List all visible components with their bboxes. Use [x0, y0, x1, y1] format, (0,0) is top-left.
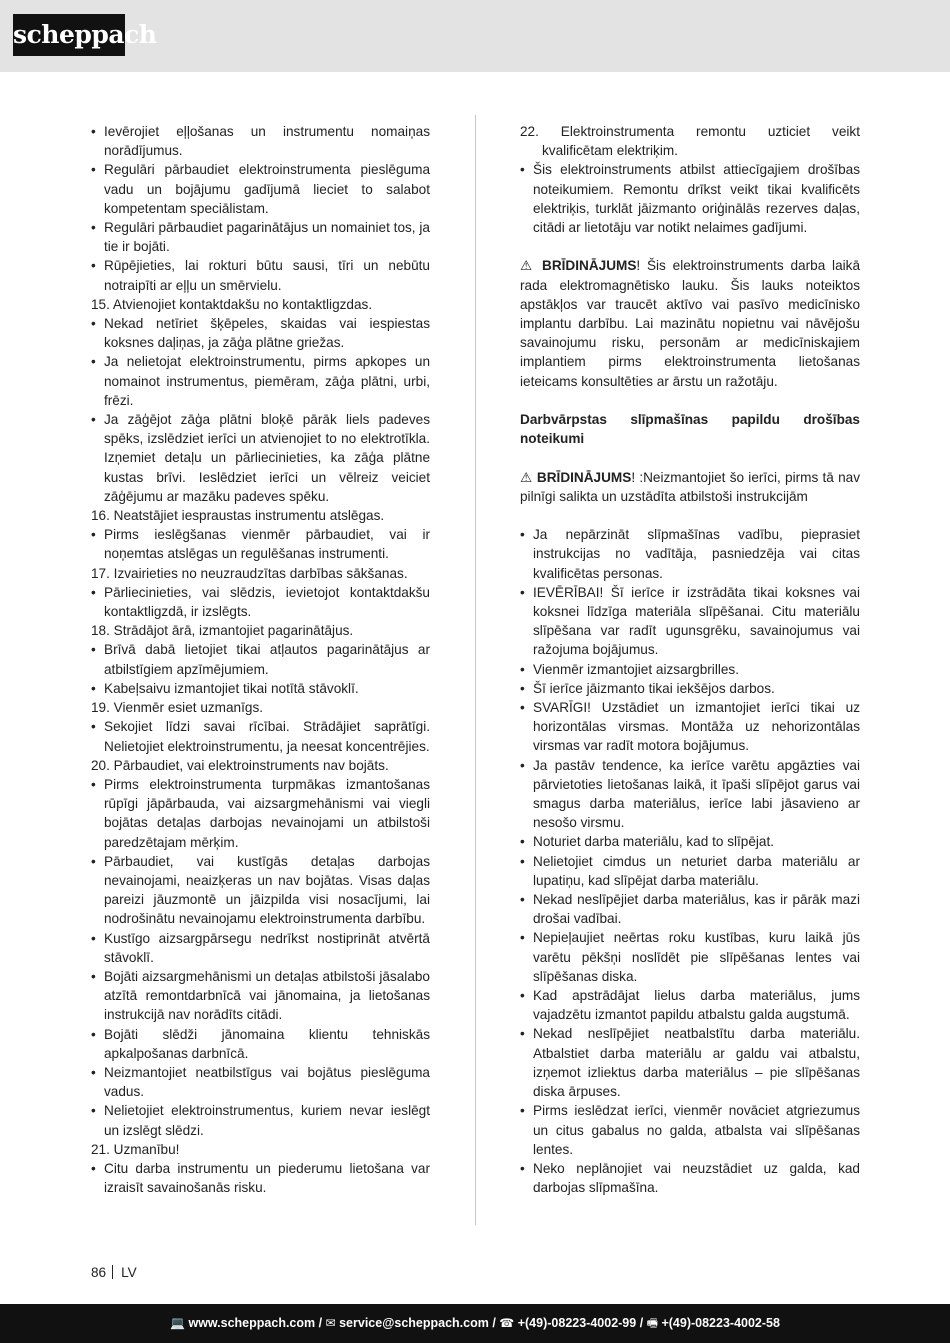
fax-number: +(49)-08223-4002-58: [661, 1316, 780, 1330]
fax-icon: 🖷: [646, 1316, 658, 1330]
bullet-item: • Ja pastāv tendence, ka ierīce varētu apgāzties vai pārvietoties lietošanas laikā, it īpaši slīpējot garus vai smagus darba materiālus, ierīce labi jāsavieno ar nesošo virsmu.: [520, 756, 860, 833]
bullet-item: • Nekad neslīpējiet neatbalstītu darba materiālu. Atbalstiet darba materiālu ar galdu vai atbalstu, izņemot izliektus darba materiālus – pie slīpēšanas diska ārpuses.: [520, 1024, 860, 1101]
numbered-item: 20. Pārbaudiet, vai elektroinstruments nav bojāts.: [91, 757, 389, 773]
phone-number: +(49)-08223-4002-99: [517, 1316, 637, 1330]
bullet-item: • Nekad netīriet šķēpeles, skaidas vai iespiestas koksnes daļiņas, ja zāģa plātne griežas.: [91, 314, 430, 352]
bullet-item: • Brīvā dabā lietojiet tikai atļautos pagarinātājus ar atbilstīgiem apzīmējumiem.: [91, 640, 430, 678]
header-band: [0, 0, 950, 72]
bullet-item: • IEVĒRĪBAI! Šī ierīce ir izstrādāta tikai koksnes vai koksnei līdzīga materiāla slīpēšanai. Citu materiālu slīpēšana var radīt ugunsgrēku, savainojumus vai ražojuma bojājumus.: [520, 583, 860, 660]
numbered-item: 17. Izvairieties no neuzraudzītas darbības sākšanas.: [91, 565, 408, 581]
warning-icon: ⚠: [520, 258, 536, 274]
bullet-item: • Pārliecinieties, vai slēdzis, ievietojot kontaktdakšu kontaktligzdā, ir izslēgts.: [91, 583, 430, 621]
bullet-item: • Bojāti aizsargmehānismi un detaļas atbilstoši jāsalabo atzītā remontdarbnīcā vai jānomaina, ja lietošanas instrukcijā nav norādīts citādi.: [91, 967, 430, 1025]
numbered-item: 16. Neatstājiet iespraustas instrumentu atslēgas.: [91, 508, 385, 524]
warning-assembly: [520, 468, 860, 506]
bullet-item: • Nelietojiet cimdus un neturiet darba materiālu ar lupatiņu, kad slīpējat darba materiālu.: [520, 852, 860, 890]
warning-label: BRĪDINĀJUMS: [536, 469, 632, 485]
email-link[interactable]: service@scheppach.com: [339, 1316, 489, 1330]
bullet-item: • Vienmēr izmantojiet aizsargbrilles.: [520, 660, 860, 679]
website-link[interactable]: www.scheppach.com: [188, 1316, 316, 1330]
page-number-area: [91, 1265, 137, 1280]
bullet-item: • Bojāti slēdži jānomaina klientu tehniskās apkalpošanas darbnīcā.: [91, 1025, 430, 1063]
computer-icon: 💻: [170, 1316, 185, 1330]
numbered-item: 21. Uzmanību!: [91, 1141, 180, 1157]
phone-icon: ☎: [499, 1316, 515, 1330]
bullet-item: • Citu darba instrumentu un piederumu lietošana var izraisīt savainošanās risku.: [91, 1159, 430, 1197]
warning-label: BRĪDINĀJUMS: [542, 258, 637, 274]
left-column: [91, 122, 430, 1197]
warning-text: ! :Neizmantojiet šo ierīci, pirms tā nav pilnīgi salikta un uzstādīta atbilstoši instrukcijām: [520, 469, 860, 504]
warning-electromagnetic: [520, 256, 860, 390]
numbered-item: 15. Atvienojiet kontaktdakšu no kontaktligzdas.: [91, 296, 373, 312]
bullet-item: • Nelietojiet elektroinstrumentus, kuriem nevar ieslēgt un izslēgt slēdzi.: [91, 1101, 430, 1139]
bullet-item: • Kad apstrādājat lielus darba materiālus, jums vajadzētu izmantot papildu atbalstu galda augstumā.: [520, 986, 860, 1024]
scheppach-logo: scheppach: [13, 14, 125, 56]
bullet-item: • Šis elektroinstruments atbilst attiecīgajiem drošības noteikumiem. Remontu drīkst veikt tikai kvalificēts elektriķis, turklāt jāizmanto oriģinālās rezerves daļas, citādi ar lietotāju var notikt nelaimes gadījumi.: [520, 160, 860, 237]
footer-contact-bar: 💻 www.scheppach.com / ✉ service@scheppach.com / ☎ +(49)-08223-4002-99 / 🖷 +(49)-08223-4002-58: [0, 1304, 950, 1343]
warning-icon: ⚠: [520, 469, 533, 485]
warning-text: ! Šis elektroinstruments darba laikā rada elektromagnētisko lauku. Šis lauks noteiktos apstākļos var traucēt aktīvo vai pasīvo medicīnisko implantu darbību. Lai mazinātu nopietnu vai nāvējošu savainojumu risku, personām ar medicīniskajiem implantiem pirms elektroinstrumenta lietošanas ieteicams konsultēties ar ārstu un ražotāju.: [520, 258, 861, 389]
sander-safety-list: [520, 525, 860, 1197]
numbered-item: 19. Vienmēr esiet uzmanīgs.: [91, 700, 264, 716]
bullet-item: • Sekojiet līdzi savai rīcībai. Strādājiet saprātīgi. Nelietojiet elektroinstrumentu, ja neesat koncentrējies.: [91, 717, 430, 755]
bullet-item: • SVARĪGI! Uzstādiet un izmantojiet ierīci tikai uz horizontālas virsmas. Montāža uz nehorizontālas virsmas var radīt motora bojājumus.: [520, 698, 860, 756]
bullet-item: • Regulāri pārbaudiet pagarinātājus un nomainiet tos, ja tie ir bojāti.: [91, 218, 430, 256]
bullet-item: • Nekad neslīpējiet darba materiālus, kas ir pārāk mazi drošai vadībai.: [520, 890, 860, 928]
bullet-item: • Ievērojiet eļļošanas un instrumentu nomaiņas norādījumus.: [91, 122, 430, 160]
list-item-22: 22. Elektroinstrumenta remontu uzticiet veikt kvalificētam elektriķim.: [520, 124, 860, 159]
right-column: [520, 122, 860, 1197]
bullet-item: • Noturiet darba materiālu, kad to slīpējat.: [520, 832, 860, 851]
bullet-item: • Nepieļaujiet neērtas roku kustības, kuru laikā jūs varētu pēkšņi noslīdēt pie slīpēšanas lentes vai slīpēšanas diska.: [520, 928, 860, 986]
bullet-item: • Rūpējieties, lai rokturi būtu sausi, tīri un nebūtu notraipīti ar eļļu un smērvielu.: [91, 256, 430, 294]
bullet-item: • Neizmantojiet neatbilstīgus vai bojātus pieslēguma vadus.: [91, 1063, 430, 1101]
bullet-item: • Pirms ieslēdzat ierīci, vienmēr novāciet atgriezumus un citus gabalus no galda, atbalsta vai slīpēšanas lentes.: [520, 1101, 860, 1159]
bullet-item: • Pirms elektroinstrumenta turpmākas izmantošanas rūpīgi jāpārbauda, vai aizsargmehānismi vai viegli bojātas detaļas darbojas nevainojami un atbilstoši paredzētajam mērķim.: [91, 775, 430, 852]
bullet-item: • Šī ierīce jāizmanto tikai iekšējos darbos.: [520, 679, 860, 698]
numbered-item: 18. Strādājot ārā, izmantojiet pagarinātājus.: [91, 623, 354, 639]
mail-icon: ✉: [325, 1316, 336, 1330]
bullet-item: • Regulāri pārbaudiet elektroinstrumenta pieslēguma vadu un bojājumu gadījumā lieciet to salabot kompetentam speciālistam.: [91, 160, 430, 218]
bullet-item: • Kustīgo aizsargpārsegu nedrīkst nostiprināt atvērtā stāvoklī.: [91, 929, 430, 967]
column-divider: [475, 115, 476, 1225]
bullet-item: • Neko neplānojiet vai neuzstādiet uz galda, kad darbojas slīpmašīna.: [520, 1159, 860, 1197]
bullet-item: • Ja nepārzināt slīpmašīnas vadību, pieprasiet instrukcijas no vadītāja, pasniedzēja vai citas kvalificētas personas.: [520, 525, 860, 583]
bullet-item: • Ja nelietojat elektroinstrumentu, pirms apkopes un nomainot instrumentus, piemēram, zāģa plātni, urbi, frēzi.: [91, 352, 430, 410]
page-number: 86: [91, 1265, 107, 1280]
language-code: LV: [121, 1265, 137, 1280]
bullet-item: • Pārbaudiet, vai kustīgās detaļas darbojas nevainojami, neaizķeras un nav bojātas. Visas daļas pareizi jāuzmontē un jāizpilda visi nosacījumi, lai nodrošinātu nevainojamu elektroinstrumenta darbību.: [91, 852, 430, 929]
bullet-item: • Pirms ieslēgšanas vienmēr pārbaudiet, vai ir noņemtas atslēgas un regulēšanas instrumenti.: [91, 525, 430, 563]
bullet-item: • Kabeļsaivu izmantojiet tikai notītā stāvoklī.: [91, 679, 430, 698]
section-title: Darbvārpstas slīpmašīnas papildu drošības noteikumi: [520, 412, 860, 447]
bullet-item: • Ja zāģējot zāģa plātni bloķē pārāk liels padeves spēks, izslēdziet ierīci un atvienojiet to no elektrotīkla. Izņemiet detaļu un pārliecinieties, ka zāģa plātne kustas brīvi. Ieslēdziet ierīci un vēlreiz veiciet zāģējumu ar mazāku padeves spēku.: [91, 410, 430, 506]
